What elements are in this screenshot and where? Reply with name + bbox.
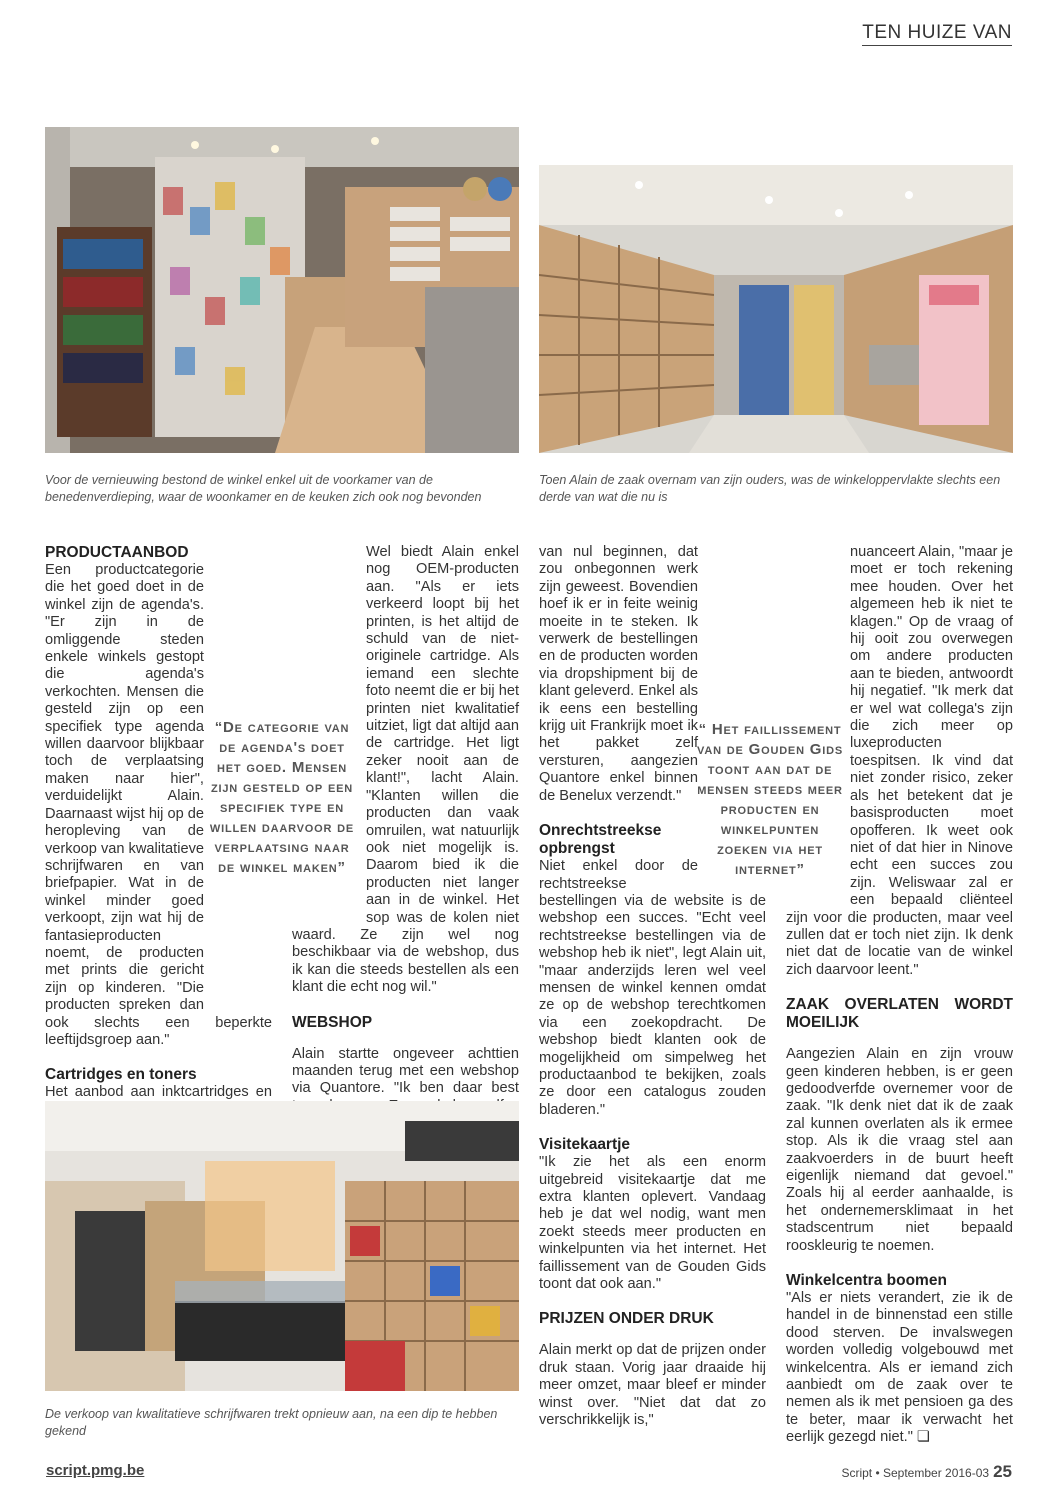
paragraph: nuanceert Alain, "maar je moet er toch rekening mee houden. Over het algemeen heb ik niet te klagen." Op de vraag of hij ooit zou overwegen om andere producten aan te bieden, antwoordt hij negatief. "Ik merk dat er wel wat collega's zijn die zich meer op luxeproducten toespitsen. Ik vind dat niet zonder risico, zeker als het betekent dat je basisproducten moet opofferen. Ik weet ook niet of dat hier in Ninove echt een succes zou zijn. Weliswaar zal er een bepaald cliënteel zijn voor die producten, maar veel zullen dat er toch niet zijn. Ik denk niet dat de locatie van de winkel zich daarvoor leent."	[786, 544, 1013, 978]
heading-webshop: WEBSHOP	[292, 1013, 373, 1031]
subheading-winkelcentra: Winkelcentra boomen	[786, 1272, 947, 1290]
footer-issue-label: Script • September 2016-03	[841, 1466, 990, 1480]
photo-shop-aisle	[539, 165, 1013, 453]
pull-quote-agendas: “De categorie van de agenda's doet het goed. Mensen zijn gesteld op een specifiek type en willen daarvoor de verplaatsing naar de winkel maken”	[209, 719, 355, 876]
article-column-3	[539, 544, 766, 1429]
caption-photo-3: De verkoop van kwalitatieve schrijfwaren trekt opnieuw aan, na een dip te hebben gekend	[45, 1407, 498, 1438]
subheading-cartridges: Cartridges en toners	[45, 1066, 197, 1084]
subheading-onrechtstreekse: Onrechtstreekse opbrengst	[539, 822, 662, 858]
paragraph: Het aanbod aan inktcartridges en	[45, 1084, 272, 1101]
page-number: 25	[993, 1462, 1012, 1481]
heading-productaanbod: PRODUCTAANBOD	[45, 544, 189, 561]
paragraph: "Als er niets verandert, zie ik de handel in de binnenstad een stille dood sterven. De invalswegen worden volledig volgebouwd met winkelcentra. Als er iemand zich aanbiedt om de zaak over te nemen als ik met pensioen ga des te beter, maar ik verwacht het eerlijk gezegd niet." ❏	[786, 1290, 1013, 1446]
heading-zaak-overlaten: ZAAK OVERLATEN WORDT MOEILIJK	[786, 996, 1013, 1032]
footer-issue	[841, 1462, 1012, 1482]
paragraph: Wel biedt Alain enkel nog OEM-producten aan. "Als er iets verkeerd loopt bij het printen, is het altijd de schuld van de niet-originele cartridge. Als iemand een slechte foto neemt die er bij het printen niet kwalitatief uitziet, ligt dat altijd aan de cartridge. Het ligt zeker nooit aan de klant!", lacht Alain. "Klanten willen die producten dan vaak omruilen, wat natuurlijk ook niet mogelijk is. Daarom bied ik die producten niet langer aan in de winkel. Het sop was de kolen niet waard. Ze zijn wel nog beschikbaar via de webshop, dus ik kan die steeds bestellen als een klant die echt nog wil."	[292, 544, 519, 996]
paragraph: "Ik zie het als een enorm uitgebreid visitekaartje dat me extra klanten oplevert. Vandaag heb je dat wel nodig, want men zoekt steeds meer producten en winkelpunten via het internet. Het faillissement van de Gouden Gids toont dat ook aan."	[539, 1154, 766, 1293]
paragraph: Alain startte ongeveer achttien maanden terug met een webshop via Quantore. "Ik ben daar best	[292, 1045, 519, 1097]
paragraph: Aangezien Alain en zijn vrouw geen kinderen hebben, is er geen gedoodverfde overnemer voor de zaak. "Ik denk niet dat ik de zaak zal kunnen overlaten als ik ermee stop. Als ik die vraag stel aan zaakvoerders in de buurt heeft eigenlijk niemand dat gevoel." Zoals hij al eerder aanhaalde, is het ondernemersklimaat in het stadscentrum niet bepaald rooskleurig te noemen.	[786, 1046, 1013, 1254]
photo-shop-counter	[45, 1101, 519, 1391]
pullquote-spacer	[292, 684, 366, 914]
paragraph: Een productcategorie die het goed doet in de winkel zijn de agenda's. "Er zijn in de omliggende steden enkele winkels gestopt die agenda's verkochten. Mensen die gesteld zijn op een specifiek type agenda willen daarvoor blijkbaar toch de verplaatsing maken naar hier", verduidelijkt Alain. Daarnaast wijst hij op de heropleving van de verkoop van kwalitatieve schrijfwaren en van briefpapier. Wat in de winkel minder goed verkoopt, zijn wat hij de fantasieproducten noemt, de producten met prints die gericht zijn op kinderen. "Die producten spreken dan ook slechts een beperkte leeftijdsgroep aan."	[45, 562, 272, 1048]
caption-photo-2: Toen Alain de zaak overnam van zijn ouders, was de winkeloppervlakte slechts een derde van wat die nu is	[539, 473, 1001, 504]
paragraph: Alain merkt op dat de prijzen onder druk staan. Vorig jaar draaide hij meer omzet, maar bleef er minder winst over. "Niet dat dat zo verschrikkelijk is,"	[539, 1342, 766, 1429]
photo-shop-old-front	[45, 127, 519, 453]
heading-prijzen: PRIJZEN ONDER DRUK	[539, 1310, 714, 1328]
pull-quote-gouden-gids: “ Het faillissement van de Gouden Gids toont aan dat de mensen steeds meer producten en winkelpunten zoeken via het internet”	[697, 721, 843, 878]
article-column-2	[292, 544, 519, 1115]
paragraph: Niet enkel door de rechtstreekse bestellingen via de website is de webshop een succes. "Echt veel rechtstreekse bestellingen via de webshop heb ik niet", legt Alain uit, "maar anderzijds leren wel veel mensen de winkel kennen omdat ze op de webshop terechtkomen via een zoekopdracht. De webshop biedt klanten ook de mogelijkheid om simpelweg het productaanbod te bekijken, zoals ze door een catalogus zouden bladeren."	[539, 858, 766, 1118]
section-label: TEN HUIZE VAN	[862, 22, 1012, 46]
caption-photo-1: Voor de vernieuwing bestond de winkel enkel uit de voorkamer van de benedenverdieping, waar de woonkamer en de keuken zich ook nog bevonden	[45, 473, 482, 504]
pullquote-spacer	[786, 702, 850, 907]
footer-site-link[interactable]: script.pmg.be	[46, 1462, 145, 1479]
subheading-visitekaartje: Visitekaartje	[539, 1136, 631, 1154]
article-column-4	[786, 544, 1013, 1447]
paragraph: van nul beginnen, dat zou onbegonnen werk zijn geweest. Bovendien hoef ik er in feite weinig moeite in te steken. Ik verwerk de bestellingen en de producten worden via dropshipment bij de klant geleverd. Enkel als ik eens een bestelling krijg uit Frankrijk moet ik het pakket zelf versturen, aangezien Quantore enkel binnen de Benelux verzendt."	[539, 544, 766, 805]
